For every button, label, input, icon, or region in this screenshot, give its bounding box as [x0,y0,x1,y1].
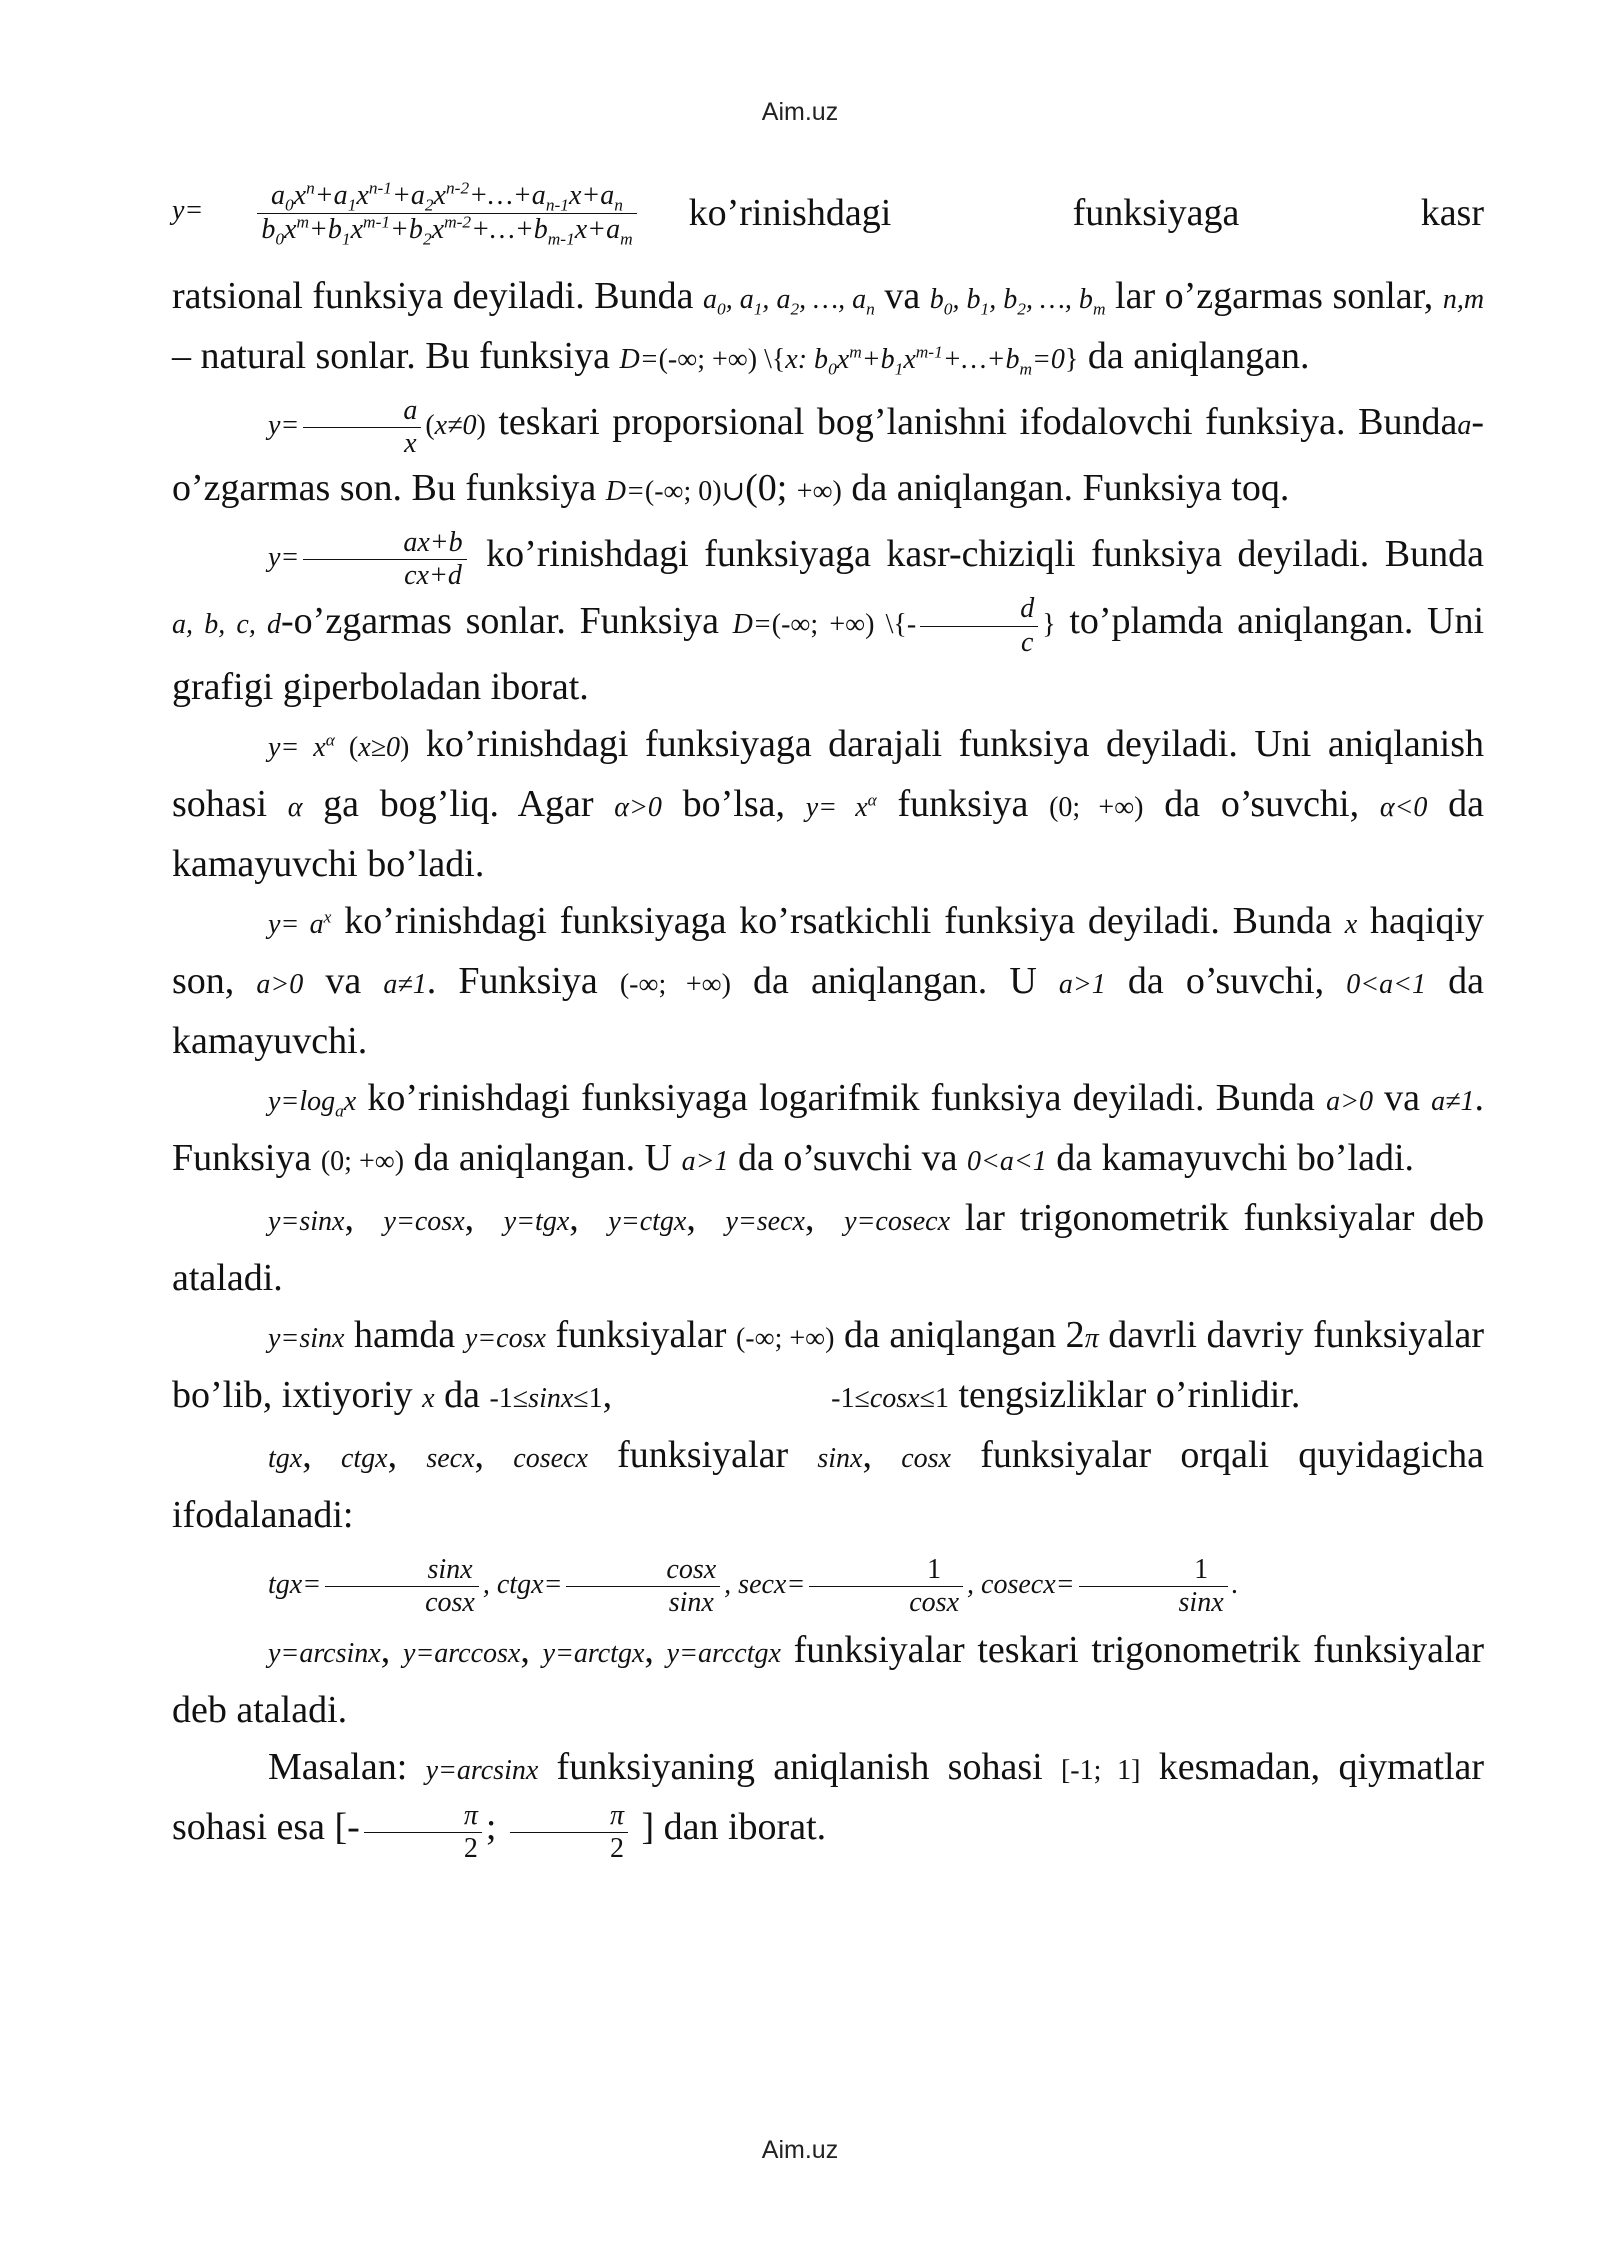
rational-function-formula: y= $\frac{a_0x^n+a_1x^{n-1}+a_2x^{n-2}+\dots+a_{n-1}x+a_n}{b_0x^m+b_1x^{m-1}+b_2x^{m-2}+\dots+b_{m-1}x+a_m}$ [172,180,641,245]
page-header: Aim.uz [761,98,839,126]
rational-function-formula-row [172,158,1484,268]
paragraph-rational: ratsional funksiya deyiladi. Bunda $a_0$, $a_1$, $a_2$, …, $a_n$ va $b_0$, $b_1$, $b_2$, …, $b_m$ lar o’zgarmas sonlar, n,m – natural sonlar. Bu funksiya D=(-∞; +∞) \{x: $b_0x^m+b_1x^{m-1}+\dots+b_m=0$} da aniqlangan. [172,275,1485,379]
paragraph-logarithmic-function: $y=\log_ax$ ko’rinishdagi funksiyaga logarifmik funksiya deyiladi. Bunda a>0 va a≠1. Funksiya (0; +∞) da aniqlangan. U a>1 da o’suvchi va 0<a<1 da kamayuvchi bo’ladi. [172,1076,1485,1179]
paragraph-inverse-proportion: y= $\frac{a}{x}$ (x≠0) teskari proporsional bog’lanishni ifodalovchi funksiya. Bundaa-o’zgarmas son. Bu funksiya D=(-∞; 0)∪(0; +∞) da aniqlangan. Funksiya toq. [172,394,1484,510]
paragraph-exponential-function: $y= a^x$ ko’rinishdagi funksiyaga ko’rsatkichli funksiya deyiladi. Bunda x haqiqiy son, a>0 va a≠1. Funksiya (-∞; +∞) da aniqlangan. U a>1 da o’suvchi, 0<a<1 da kamayuvchi. [172,899,1485,1062]
formula-trig-ratios: tgx= $\frac{\sin x}{\cos x}$ , ctgx= $\frac{\cos x}{\sin x}$ , secx= $\frac{1}{\cos x}$ , cosecx= $\frac{1}{\sin x}$ . [268,1553,1239,1618]
paragraph-inverse-trig: y=arcsinx, y=arccosx, y=arctgx, y=arcctgx funksiyalar teskari trigonometrik funksiyalar deb ataladi. [172,1628,1485,1731]
paragraph-power-function: $y= x^\alpha$ (x≥0) ko’rinishdagi funksiyaga darajali funksiya deyiladi. Uni aniqlanish sohasi α ga bog’liq. Agar α>0 bo’lsa, $y= x^\alpha$ funksiya (0; +∞) da o’suvchi, α<0 da kamayuvchi bo’ladi. [172,722,1485,885]
document-body [172,158,1484,1865]
word: funksiyaga [1072,191,1240,234]
word: kasr [1420,191,1484,234]
paragraph-tg-ctg-expressions: tgx, ctgx, secx, cosecx funksiyalar sinx, cosx funksiyalar orqali quyidagicha ifodalanadi: [172,1433,1485,1536]
paragraph-arcsin-example: Masalan: y=arcsinx funksiyaning aniqlanish sohasi [-1; 1] kesmadan, qiymatlar sohasi esa [- $\frac{\pi}{2}$ ; $\frac{\pi}{2}$ ] dan iborat. [172,1745,1485,1864]
word: ko’rinishdagi [688,191,892,234]
page-footer: Aim.uz [761,2136,839,2164]
paragraph-sin-cos-properties: y=sinx hamda y=cosx funksiyalar (-∞; +∞) da aniqlangan 2π davrli davriy funksiyalar bo’lib, ixtiyoriy x da -1≤sinx≤1, -1≤cosx≤1 tengsizliklar o’rinlidir. [172,1313,1485,1416]
rational-function-lead [689,185,1484,242]
paragraph-linear-fractional: y= $\frac{ax+b}{cx+d}$ ko’rinishdagi funksiyaga kasr-chiziqli funksiya deyiladi. Bunda a, b, c, d-o’zgarmas sonlar. Funksiya D=(-∞; +∞) \{- $\frac{d}{c}$ } to’plamda aniqlangan. Uni grafigi giperboladan iborat. [172,527,1485,708]
paragraph-trigonometric-functions: y=sinx, y=cosx, y=tgx, y=ctgx, y=secx, y=cosecx lar trigonometrik funksiyalar deb ataladi. [172,1196,1485,1299]
